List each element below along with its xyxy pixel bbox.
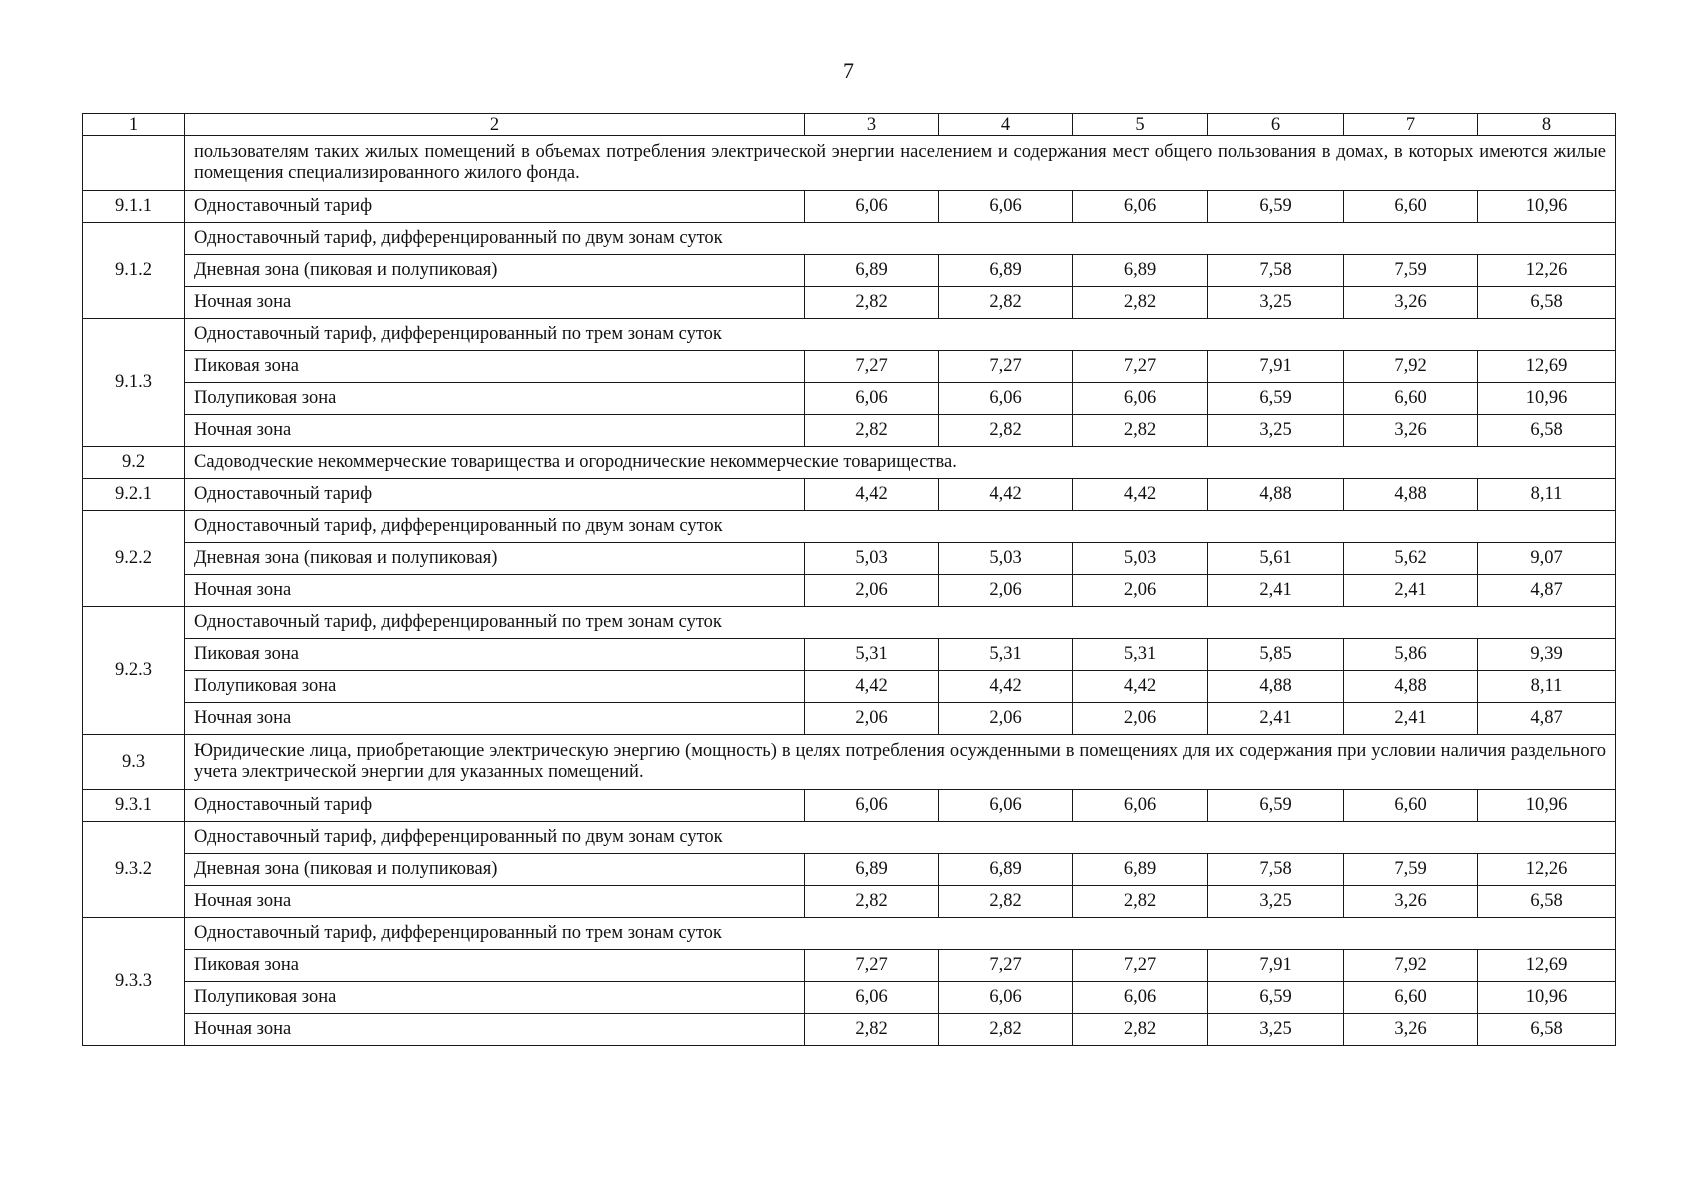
- column-number: 5: [1073, 114, 1208, 136]
- table-row: [83, 223, 1616, 255]
- tariff-value: 7,91: [1208, 950, 1344, 982]
- zone-label: Дневная зона (пиковая и полупиковая): [185, 255, 805, 287]
- table-row: [83, 351, 1616, 383]
- table-row: [83, 639, 1616, 671]
- tariff-value: 5,85: [1208, 639, 1344, 671]
- tariff-group-title: Одноставочный тариф, дифференцированный по трем зонам суток: [185, 607, 1616, 639]
- column-number: 7: [1344, 114, 1478, 136]
- tariff-value: 7,58: [1208, 255, 1344, 287]
- tariff-value: 4,88: [1208, 671, 1344, 703]
- tariff-value: 7,91: [1208, 351, 1344, 383]
- table-row: [83, 671, 1616, 703]
- tariff-value: 4,88: [1344, 671, 1478, 703]
- column-number: 1: [83, 114, 185, 136]
- row-number: 9.1.2: [83, 223, 185, 319]
- table-row: [83, 383, 1616, 415]
- tariff-value: 6,59: [1208, 790, 1344, 822]
- tariff-value: 6,06: [1073, 790, 1208, 822]
- tariff-value: 6,89: [805, 255, 939, 287]
- tariff-value: 2,82: [805, 886, 939, 918]
- tariff-value: 6,60: [1344, 191, 1478, 223]
- table-row: [83, 854, 1616, 886]
- zone-label: Ночная зона: [185, 886, 805, 918]
- row-number: 9.2.3: [83, 607, 185, 735]
- section-row: [83, 735, 1616, 790]
- zone-label: Полупиковая зона: [185, 982, 805, 1014]
- row-number-empty: [83, 136, 185, 191]
- tariff-value: 6,06: [1073, 383, 1208, 415]
- tariff-value: 6,60: [1344, 982, 1478, 1014]
- tariff-value: 6,89: [1073, 255, 1208, 287]
- zone-label: Пиковая зона: [185, 950, 805, 982]
- tariff-value: 7,27: [805, 351, 939, 383]
- section-text: Садоводческие некоммерческие товарищества и огороднические некоммерческие товарищества.: [185, 447, 1616, 479]
- tariff-value: 5,86: [1344, 639, 1478, 671]
- tariff-value: 2,82: [805, 287, 939, 319]
- tariff-label: Одноставочный тариф: [185, 479, 805, 511]
- tariff-value: 12,26: [1478, 255, 1616, 287]
- page-number: 7: [843, 58, 854, 83]
- tariff-value: 6,06: [939, 790, 1073, 822]
- tariff-value: 6,60: [1344, 790, 1478, 822]
- tariff-value: 5,31: [805, 639, 939, 671]
- tariff-value: 2,82: [805, 415, 939, 447]
- table-row: [83, 950, 1616, 982]
- table-row: [83, 822, 1616, 854]
- tariff-value: 4,42: [805, 671, 939, 703]
- tariff-value: 2,06: [805, 703, 939, 735]
- column-number: 4: [939, 114, 1073, 136]
- tariff-group-title: Одноставочный тариф, дифференцированный по двум зонам суток: [185, 223, 1616, 255]
- tariff-value: 3,25: [1208, 287, 1344, 319]
- tariff-value: 7,27: [939, 351, 1073, 383]
- tariff-value: 6,59: [1208, 191, 1344, 223]
- row-number: 9.3.3: [83, 918, 185, 1046]
- tariff-value: 3,26: [1344, 1014, 1478, 1046]
- tariff-value: 6,58: [1478, 1014, 1616, 1046]
- tariff-value: 5,03: [805, 543, 939, 575]
- tariff-value: 10,96: [1478, 383, 1616, 415]
- tariff-value: 5,31: [1073, 639, 1208, 671]
- column-number: 3: [805, 114, 939, 136]
- zone-label: Дневная зона (пиковая и полупиковая): [185, 543, 805, 575]
- table-row: [83, 479, 1616, 511]
- column-number: 6: [1208, 114, 1344, 136]
- tariff-value: 7,58: [1208, 854, 1344, 886]
- tariff-value: 5,03: [939, 543, 1073, 575]
- tariff-value: 5,61: [1208, 543, 1344, 575]
- tariff-value: 4,87: [1478, 575, 1616, 607]
- tariff-value: 6,06: [805, 790, 939, 822]
- tariff-value: 6,06: [805, 383, 939, 415]
- tariff-value: 2,41: [1208, 575, 1344, 607]
- tariff-value: 6,89: [939, 854, 1073, 886]
- tariff-value: 6,06: [939, 982, 1073, 1014]
- tariff-value: 5,62: [1344, 543, 1478, 575]
- tariff-value: 7,92: [1344, 950, 1478, 982]
- tariff-value: 2,82: [1073, 886, 1208, 918]
- tariff-value: 2,82: [939, 287, 1073, 319]
- table-row: [83, 255, 1616, 287]
- tariff-value: 6,59: [1208, 982, 1344, 1014]
- tariff-value: 2,82: [1073, 1014, 1208, 1046]
- tariff-value: 5,31: [939, 639, 1073, 671]
- tariff-value: 12,69: [1478, 950, 1616, 982]
- tariff-value: 6,89: [805, 854, 939, 886]
- tariff-value: 2,82: [939, 1014, 1073, 1046]
- section-text: Юридические лица, приобретающие электрическую энергию (мощность) в целях потребления осужденными в помещениях для их содержания при условии наличия раздельного учета электрической энергии для указанных помещений.: [185, 735, 1616, 790]
- tariff-value: 3,25: [1208, 415, 1344, 447]
- tariff-group-title: Одноставочный тариф, дифференцированный по двум зонам суток: [185, 511, 1616, 543]
- tariff-value: 9,39: [1478, 639, 1616, 671]
- tariff-value: 12,26: [1478, 854, 1616, 886]
- table-row: [83, 790, 1616, 822]
- zone-label: Дневная зона (пиковая и полупиковая): [185, 854, 805, 886]
- tariff-value: 4,42: [1073, 479, 1208, 511]
- tariff-value: 6,89: [1073, 854, 1208, 886]
- tariff-group-title: Одноставочный тариф, дифференцированный по двум зонам суток: [185, 822, 1616, 854]
- row-number: 9.3: [83, 735, 185, 790]
- section-row: [83, 447, 1616, 479]
- tariff-value: 2,82: [939, 886, 1073, 918]
- tariff-value: 6,06: [1073, 191, 1208, 223]
- row-number: 9.1.1: [83, 191, 185, 223]
- tariff-value: 7,27: [939, 950, 1073, 982]
- tariff-value: 9,07: [1478, 543, 1616, 575]
- table-row: [83, 575, 1616, 607]
- column-number: 8: [1478, 114, 1616, 136]
- tariff-value: 2,06: [939, 703, 1073, 735]
- tariff-value: 6,58: [1478, 886, 1616, 918]
- tariff-value: 8,11: [1478, 479, 1616, 511]
- tariff-value: 4,88: [1344, 479, 1478, 511]
- zone-label: Ночная зона: [185, 1014, 805, 1046]
- row-number: 9.3.2: [83, 822, 185, 918]
- tariff-table: [82, 113, 1616, 1046]
- tariff-value: 6,89: [939, 255, 1073, 287]
- tariff-value: 2,82: [1073, 287, 1208, 319]
- tariff-value: 6,06: [805, 982, 939, 1014]
- tariff-value: 4,42: [939, 479, 1073, 511]
- continuation-row: [83, 136, 1616, 191]
- tariff-value: 3,25: [1208, 1014, 1344, 1046]
- tariff-value: 7,27: [1073, 351, 1208, 383]
- tariff-label: Одноставочный тариф: [185, 191, 805, 223]
- tariff-value: 3,25: [1208, 886, 1344, 918]
- tariff-value: 2,82: [805, 1014, 939, 1046]
- table-row: [83, 918, 1616, 950]
- continuation-text: пользователям таких жилых помещений в объемах потребления электрической энергии населением и содержания мест общего пользования в домах, в которых имеются жилые помещения специализированного жилого фонда.: [185, 136, 1616, 191]
- table-row: [83, 319, 1616, 351]
- row-number: 9.1.3: [83, 319, 185, 447]
- tariff-value: 5,03: [1073, 543, 1208, 575]
- tariff-value: 2,06: [1073, 575, 1208, 607]
- tariff-value: 7,27: [805, 950, 939, 982]
- table-row: [83, 511, 1616, 543]
- tariff-group-title: Одноставочный тариф, дифференцированный по трем зонам суток: [185, 918, 1616, 950]
- tariff-value: 4,42: [939, 671, 1073, 703]
- table-row: [83, 1014, 1616, 1046]
- table-row: [83, 982, 1616, 1014]
- row-number: 9.2.2: [83, 511, 185, 607]
- tariff-value: 6,06: [805, 191, 939, 223]
- zone-label: Ночная зона: [185, 287, 805, 319]
- tariff-label: Одноставочный тариф: [185, 790, 805, 822]
- zone-label: Полупиковая зона: [185, 671, 805, 703]
- tariff-value: 7,59: [1344, 854, 1478, 886]
- tariff-value: 2,06: [1073, 703, 1208, 735]
- tariff-value: 3,26: [1344, 886, 1478, 918]
- tariff-value: 2,82: [939, 415, 1073, 447]
- tariff-value: 2,41: [1208, 703, 1344, 735]
- tariff-value: 6,06: [1073, 982, 1208, 1014]
- tariff-value: 2,41: [1344, 575, 1478, 607]
- tariff-value: 7,27: [1073, 950, 1208, 982]
- tariff-value: 6,06: [939, 191, 1073, 223]
- tariff-value: 2,41: [1344, 703, 1478, 735]
- tariff-value: 6,06: [939, 383, 1073, 415]
- row-number: 9.2.1: [83, 479, 185, 511]
- column-number: 2: [185, 114, 805, 136]
- tariff-value: 2,82: [1073, 415, 1208, 447]
- table-row: [83, 703, 1616, 735]
- tariff-value: 4,87: [1478, 703, 1616, 735]
- table-row: [83, 886, 1616, 918]
- zone-label: Ночная зона: [185, 575, 805, 607]
- tariff-value: 10,96: [1478, 790, 1616, 822]
- row-number: 9.2: [83, 447, 185, 479]
- tariff-value: 12,69: [1478, 351, 1616, 383]
- tariff-value: 7,92: [1344, 351, 1478, 383]
- tariff-value: 4,42: [1073, 671, 1208, 703]
- tariff-value: 2,06: [939, 575, 1073, 607]
- zone-label: Пиковая зона: [185, 639, 805, 671]
- tariff-value: 3,26: [1344, 415, 1478, 447]
- table-row: [83, 415, 1616, 447]
- table-row: [83, 191, 1616, 223]
- tariff-value: 10,96: [1478, 982, 1616, 1014]
- tariff-value: 8,11: [1478, 671, 1616, 703]
- row-number: 9.3.1: [83, 790, 185, 822]
- zone-label: Пиковая зона: [185, 351, 805, 383]
- tariff-value: 6,60: [1344, 383, 1478, 415]
- tariff-value: 7,59: [1344, 255, 1478, 287]
- column-number-row: [83, 114, 1616, 136]
- tariff-value: 2,06: [805, 575, 939, 607]
- table-row: [83, 287, 1616, 319]
- tariff-group-title: Одноставочный тариф, дифференцированный по трем зонам суток: [185, 319, 1616, 351]
- tariff-value: 10,96: [1478, 191, 1616, 223]
- tariff-value: 4,88: [1208, 479, 1344, 511]
- tariff-value: 6,58: [1478, 415, 1616, 447]
- zone-label: Ночная зона: [185, 703, 805, 735]
- tariff-value: 4,42: [805, 479, 939, 511]
- zone-label: Ночная зона: [185, 415, 805, 447]
- zone-label: Полупиковая зона: [185, 383, 805, 415]
- table-row: [83, 607, 1616, 639]
- table-row: [83, 543, 1616, 575]
- tariff-value: 6,59: [1208, 383, 1344, 415]
- tariff-value: 6,58: [1478, 287, 1616, 319]
- tariff-value: 3,26: [1344, 287, 1478, 319]
